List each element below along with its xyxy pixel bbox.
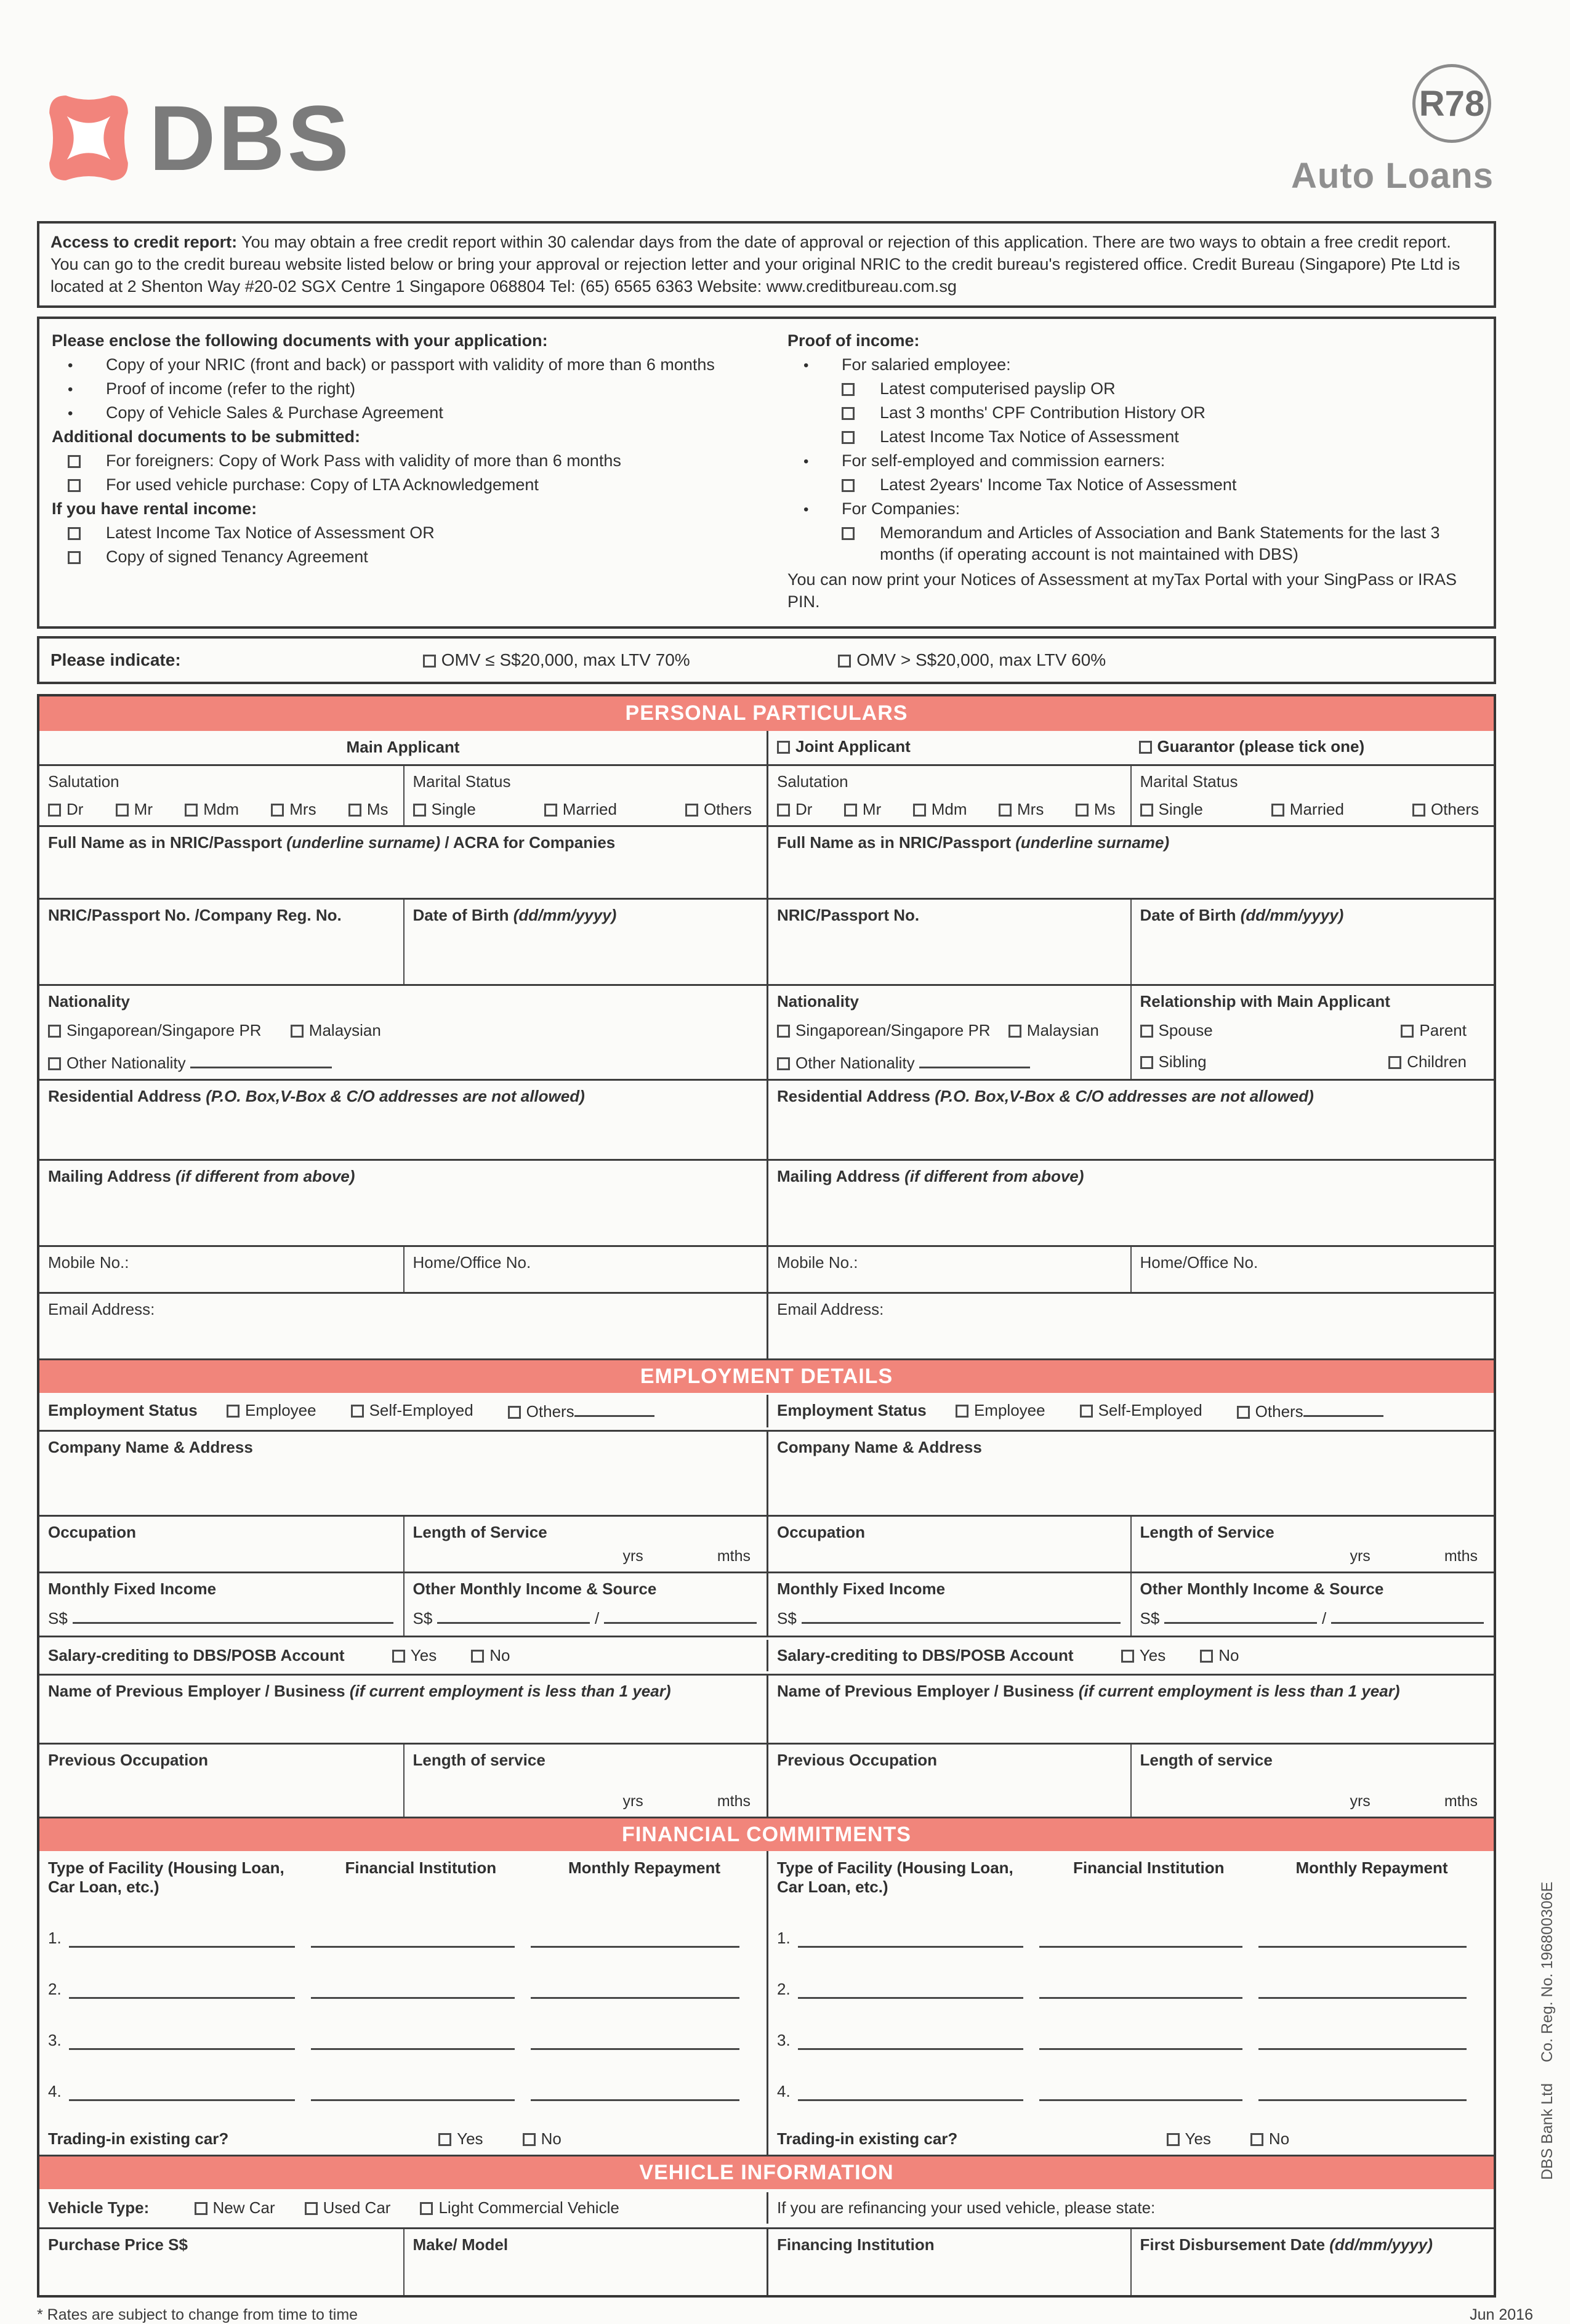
vehicle-type-row: [39, 2189, 1494, 2227]
monthly-income-input[interactable]: [802, 1608, 1121, 1624]
financial-institution-header: Financial Institution: [1073, 1858, 1225, 1877]
guarantor-option[interactable]: Guarantor (please tick one): [1130, 731, 1494, 764]
nationality-other[interactable]: Other Nationality: [777, 1054, 915, 1072]
company-joint[interactable]: Company Name & Address: [767, 1432, 1494, 1515]
facility-input[interactable]: [798, 2085, 1023, 2101]
checkbox[interactable]: [956, 1405, 968, 1418]
repayment-input[interactable]: [531, 1932, 739, 1948]
list-item: Latest 2years' Income Tax Notice of Assessment: [787, 474, 1481, 496]
rates-footnote: * Rates are subject to change from time to time: [37, 2306, 358, 2323]
main-applicant-header: Main Applicant: [346, 738, 460, 757]
repayment-input[interactable]: [1258, 2085, 1467, 2101]
checkbox[interactable]: [68, 527, 81, 540]
facility-input[interactable]: [69, 2034, 295, 2050]
checkbox[interactable]: [1250, 2133, 1263, 2146]
list-item: • For Companies:: [787, 498, 1481, 520]
repayment-input[interactable]: [531, 1983, 739, 1999]
commitment-row-4: 4.: [48, 2082, 758, 2101]
status-self-employed[interactable]: Self-Employed: [1080, 1401, 1202, 1421]
commitment-row-1: 1.: [48, 1929, 758, 1948]
other-income-main: Other Monthly Income & Source S$ /: [403, 1573, 767, 1636]
relationship-sibling[interactable]: Sibling: [1140, 1052, 1207, 1071]
facility-input[interactable]: [69, 2085, 295, 2101]
monthly-income-main: Monthly Fixed Income S$: [39, 1573, 403, 1636]
trading-no[interactable]: No: [523, 2129, 562, 2148]
mobile-joint[interactable]: Mobile No.:: [767, 1247, 1130, 1292]
checkbox[interactable]: [423, 655, 436, 668]
facility-input[interactable]: [798, 1983, 1023, 1999]
checkbox[interactable]: [185, 804, 198, 817]
other-nationality-input[interactable]: [190, 1052, 332, 1068]
nationality-my[interactable]: Malaysian: [1008, 1021, 1099, 1039]
form-date: Jun 2016: [1470, 2306, 1533, 2323]
list-item: Latest computerised payslip OR: [787, 378, 1481, 400]
nric-main[interactable]: NRIC/Passport No. /Company Reg. No.: [48, 905, 342, 924]
previous-occupation-joint[interactable]: Previous Occupation: [767, 1745, 1130, 1817]
bank-reg-no: Co. Reg. No. 196800306E: [1539, 1881, 1556, 2062]
marital-others[interactable]: Others: [685, 800, 752, 819]
list-item: Latest Income Tax Notice of Assessment: [787, 426, 1481, 448]
status-employee[interactable]: Employee: [956, 1401, 1045, 1421]
checkbox[interactable]: [1237, 1406, 1250, 1419]
salary-crediting-row: [39, 1636, 1494, 1674]
occupation-joint[interactable]: Occupation: [767, 1517, 1130, 1572]
other-nationality-input[interactable]: [919, 1052, 1030, 1068]
salary-yes[interactable]: Yes: [392, 1646, 437, 1665]
list-item: Copy of signed Tenancy Agreement: [52, 546, 767, 568]
list-item: • Copy of Vehicle Sales & Purchase Agreement: [52, 402, 767, 424]
purchase-price-cell[interactable]: Purchase Price S$: [48, 2235, 188, 2254]
checkbox[interactable]: [838, 655, 851, 668]
full-name-main[interactable]: Full Name as in NRIC/Passport (underline surname) / ACRA for Companies: [48, 833, 616, 852]
marital-single[interactable]: Single: [413, 800, 476, 819]
trading-yes[interactable]: Yes: [438, 2129, 483, 2148]
bullet-icon: [52, 402, 106, 424]
checkbox[interactable]: [68, 455, 81, 468]
status-others[interactable]: Others: [1237, 1401, 1383, 1421]
checkbox[interactable]: [842, 383, 855, 396]
checkbox[interactable]: [1401, 1025, 1414, 1038]
monthly-repayment-header: Monthly Repayment: [1295, 1858, 1448, 1877]
other-income-source-input[interactable]: [604, 1608, 757, 1624]
institution-input[interactable]: [311, 2034, 515, 2050]
other-income-input[interactable]: [437, 1608, 590, 1624]
list-item: Last 3 months' CPF Contribution History OR: [787, 402, 1481, 424]
employment-status-joint: Employment Status Employee Self-Employed Others: [767, 1395, 1494, 1427]
institution-input[interactable]: [311, 2085, 515, 2101]
checkbox[interactable]: [1139, 741, 1152, 754]
financial-commitments-joint: [767, 1851, 1494, 2155]
nationality-sg[interactable]: Singaporean/Singapore PR: [48, 1021, 262, 1039]
trading-in-row: Trading-in existing car? Yes No: [777, 2129, 1290, 2148]
checkbox[interactable]: [842, 431, 855, 444]
company-main[interactable]: Company Name & Address: [48, 1437, 253, 1456]
credit-notice-body: You may obtain a free credit report within 30 calendar days from the date of approval or rejection of this application. There are two ways to obtain a free credit report. You can go to the credit bureau website listed below or bring your approval or rejection letter and your original NRIC to the credit bureau's registered office. Credit Bureau (Singapore) Pte Ltd is located at 2 Shenton Way #20-02 SGX Centre 1 Singapore 068804 Tel: (65) 6565 6363 Website: www.creditbureau.com.sg: [50, 233, 1460, 296]
commitment-row-3: 3.: [48, 2031, 758, 2050]
home-office-joint[interactable]: Home/Office No.: [1130, 1247, 1494, 1292]
full-name-row: [39, 825, 1494, 898]
checkbox[interactable]: [777, 741, 790, 754]
mailing-address-main[interactable]: Mailing Address (if different from above): [48, 1166, 355, 1185]
previous-employer-main[interactable]: Name of Previous Employer / Business (if current employment is less than 1 year): [48, 1681, 671, 1700]
omv-option-ltv70[interactable]: OMV ≤ S$20,000, max LTV 70%: [423, 650, 839, 670]
checkbox[interactable]: [1140, 804, 1153, 817]
application-form-table: [37, 694, 1496, 2298]
salutation-ms[interactable]: Ms: [348, 800, 388, 819]
product-title: Auto Loans: [1291, 156, 1494, 196]
bullet-icon: [52, 378, 106, 400]
salary-no[interactable]: No: [1200, 1646, 1239, 1665]
trading-in-row: Trading-in existing car? Yes No: [48, 2129, 562, 2148]
checkbox[interactable]: [48, 1025, 61, 1038]
credit-notice-lead: Access to credit report:: [50, 233, 238, 251]
residential-address-main[interactable]: Residential Address (P.O. Box,V-Box & C/O addresses are not allowed): [48, 1086, 585, 1105]
checkbox[interactable]: [1080, 1405, 1093, 1418]
applicant-type-header-row: [39, 731, 1494, 764]
facility-type-header: Type of Facility (Housing Loan, Car Loan, etc.): [777, 1858, 1013, 1896]
company-row: [39, 1430, 1494, 1515]
page-footer: [37, 2306, 1533, 2324]
dob-main[interactable]: Date of Birth (dd/mm/yyyy): [403, 900, 767, 984]
checkbox[interactable]: [777, 1057, 790, 1070]
status-self-employed[interactable]: Self-Employed: [351, 1401, 473, 1421]
status-others-input[interactable]: [1303, 1401, 1383, 1417]
checkbox[interactable]: [471, 1650, 484, 1663]
portal-note: You can now print your Notices of Assessment at myTax Portal with your SingPass or IRAS PIN.: [787, 570, 1457, 611]
list-item: For foreigners: Copy of Work Pass with validity of more than 6 months: [52, 450, 767, 472]
financial-commitments-main: [39, 1851, 767, 2155]
previous-occupation-main[interactable]: Previous Occupation: [48, 1750, 209, 1769]
list-item: • Proof of income (refer to the right): [52, 378, 767, 400]
facility-input[interactable]: [798, 1932, 1023, 1948]
checkbox[interactable]: [1008, 1025, 1021, 1038]
checkbox[interactable]: [1271, 804, 1284, 817]
commitment-row-3: 3.: [777, 2031, 1485, 2050]
checkbox[interactable]: [1388, 1056, 1401, 1069]
nationality-other[interactable]: Other Nationality: [48, 1054, 186, 1072]
repayment-input[interactable]: [531, 2034, 739, 2050]
bullet-icon: [787, 354, 842, 376]
checkbox[interactable]: [1140, 1025, 1153, 1038]
form-header: [37, 0, 1496, 219]
checkbox[interactable]: [1121, 1650, 1134, 1663]
r78-stamp-text: R78: [1419, 83, 1485, 124]
salutation-joint: Salutation Dr Mr Mdm Mrs Ms: [767, 766, 1130, 825]
list-item: Memorandum and Articles of Association and Bank Statements for the last 3 months (if operating account is not maintained with DBS): [787, 522, 1481, 565]
r78-stamp: [1412, 64, 1491, 143]
list-item: Latest Income Tax Notice of Assessment OR: [52, 522, 767, 544]
monthly-repayment-header: Monthly Repayment: [568, 1858, 721, 1877]
financial-commitments-body: [39, 1851, 1494, 2155]
list-item: For used vehicle purchase: Copy of LTA Acknowledgement: [52, 474, 767, 496]
salutation-marital-row: [39, 764, 1494, 825]
required-documents-panel: [37, 317, 1496, 629]
nationality-joint: Nationality Singaporean/Singapore PR Malaysian Other Nationality: [767, 986, 1130, 1079]
relationship-spouse[interactable]: Spouse: [1140, 1021, 1213, 1040]
status-employee[interactable]: Employee: [227, 1401, 316, 1421]
marital-married[interactable]: Married: [1271, 800, 1344, 819]
documents-left-column: [52, 329, 767, 613]
other-income-input[interactable]: [1164, 1608, 1317, 1624]
employment-status-main: Employment Status Employee Self-Employed Others: [39, 1395, 767, 1427]
email-row: [39, 1292, 1494, 1358]
employment-status-row: [39, 1393, 1494, 1430]
enclose-title: Please enclose the following documents with your application:: [52, 331, 548, 350]
checkbox[interactable]: [195, 2202, 207, 2215]
relationship-cell: Relationship with Main Applicant Spouse Parent Sibling Children: [1130, 986, 1494, 1079]
joint-applicant-option[interactable]: Joint Applicant: [767, 731, 1130, 764]
marital-married[interactable]: Married: [544, 800, 617, 819]
vehicle-type-cell: Vehicle Type: New Car Used Car Light Commercial Vehicle: [48, 2198, 619, 2217]
employment-details-banner: EMPLOYMENT DETAILS: [39, 1358, 1494, 1393]
salary-yes[interactable]: Yes: [1121, 1646, 1165, 1665]
length-of-service-joint[interactable]: Length of Service yrs mths: [1130, 1517, 1494, 1572]
refinance-note: If you are refinancing your used vehicle, please state:: [777, 2198, 1156, 2217]
nationality-main: Nationality Singaporean/Singapore PR Malaysian Other Nationality: [48, 991, 381, 1072]
bank-entity: DBS Bank Ltd: [1539, 2083, 1556, 2180]
previous-employer-joint[interactable]: Name of Previous Employer / Business (if current employment is less than 1 year): [767, 1676, 1494, 1743]
salutation-mr[interactable]: Mr: [844, 800, 881, 819]
status-others-input[interactable]: [574, 1401, 654, 1417]
checkbox[interactable]: [348, 804, 361, 817]
checkbox[interactable]: [1200, 1650, 1213, 1663]
dob-joint[interactable]: Date of Birth (dd/mm/yyyy): [1130, 900, 1494, 984]
checkbox[interactable]: [48, 804, 61, 817]
other-income-source-input[interactable]: [1331, 1608, 1484, 1624]
nric-joint[interactable]: NRIC/Passport No.: [767, 900, 1130, 984]
indicate-label: Please indicate:: [50, 650, 181, 669]
vehicle-new-car[interactable]: New Car: [195, 2198, 275, 2217]
previous-length-main[interactable]: Length of service yrs mths: [403, 1745, 767, 1817]
institution-input[interactable]: [1039, 2085, 1243, 2101]
email-joint[interactable]: Email Address:: [767, 1294, 1494, 1358]
dbs-logo-text: DBS: [149, 86, 352, 190]
marital-status-joint: Marital Status Single Married Others: [1130, 766, 1494, 825]
list-item: • Copy of your NRIC (front and back) or passport with validity of more than 6 months: [52, 354, 767, 376]
refinance-note-cell: [767, 2192, 1494, 2224]
salutation-mdm[interactable]: Mdm: [185, 800, 239, 819]
first-disbursement-cell[interactable]: First Disbursement Date (dd/mm/yyyy): [1130, 2229, 1494, 2295]
checkbox[interactable]: [48, 1057, 61, 1070]
marital-status-main: Marital Status Single Married Others: [403, 766, 767, 825]
salary-crediting-joint: Salary-crediting to DBS/POSB Account Yes No: [767, 1640, 1494, 1671]
make-model-cell[interactable]: Make/ Model: [403, 2229, 767, 2295]
salutation-mr[interactable]: Mr: [116, 800, 153, 819]
relationship-parent[interactable]: Parent: [1401, 1021, 1467, 1040]
financial-commitments-banner: FINANCIAL COMMITMENTS: [39, 1817, 1494, 1851]
checkbox[interactable]: [544, 804, 557, 817]
residential-address-joint[interactable]: Residential Address (P.O. Box,V-Box & C/O addresses are not allowed): [767, 1081, 1494, 1159]
nationality-sg[interactable]: Singaporean/Singapore PR: [777, 1021, 991, 1039]
repayment-input[interactable]: [1258, 2034, 1467, 2050]
relationship-children[interactable]: Children: [1388, 1052, 1467, 1071]
checkbox[interactable]: [68, 551, 81, 564]
nationality-row: [39, 984, 1494, 1079]
salutation-mdm[interactable]: Mdm: [913, 800, 967, 819]
checkbox[interactable]: [227, 1405, 240, 1418]
additional-docs-title: Additional documents to be submitted:: [52, 427, 360, 446]
previous-employer-row: [39, 1674, 1494, 1743]
occupation-row: [39, 1515, 1494, 1572]
checkbox[interactable]: [913, 804, 926, 817]
salutation-mrs[interactable]: Mrs: [999, 800, 1044, 819]
checkbox[interactable]: [842, 407, 855, 420]
facility-type-header: Type of Facility (Housing Loan, Car Loan, etc.): [48, 1858, 284, 1896]
institution-input[interactable]: [311, 1932, 515, 1948]
income-row: [39, 1572, 1494, 1636]
checkbox[interactable]: [305, 2202, 318, 2215]
financing-institution-cell[interactable]: Financing Institution: [767, 2229, 1130, 2295]
checkbox[interactable]: [1412, 804, 1425, 817]
checkbox[interactable]: [438, 2133, 451, 2146]
checkbox[interactable]: [999, 804, 1012, 817]
trading-yes[interactable]: Yes: [1167, 2129, 1211, 2148]
monthly-income-input[interactable]: [73, 1608, 393, 1624]
bullet-icon: [52, 354, 106, 376]
marital-single[interactable]: Single: [1140, 800, 1203, 819]
documents-right-column: [767, 329, 1481, 613]
marital-others[interactable]: Others: [1412, 800, 1479, 819]
checkbox[interactable]: [842, 527, 855, 540]
omv-option-ltv60[interactable]: OMV > S$20,000, max LTV 60%: [838, 650, 1483, 670]
repayment-input[interactable]: [1258, 1983, 1467, 1999]
length-of-service-main[interactable]: Length of Service yrs mths: [403, 1517, 767, 1572]
salutation-dr[interactable]: Dr: [777, 800, 812, 819]
salutation-mrs[interactable]: Mrs: [271, 800, 316, 819]
salutation-ms[interactable]: Ms: [1076, 800, 1116, 819]
rental-income-title: If you have rental income:: [52, 499, 257, 518]
dbs-logo-icon: [37, 86, 140, 190]
bullet-icon: [787, 450, 842, 472]
checkbox[interactable]: [844, 804, 857, 817]
repayment-input[interactable]: [531, 2085, 739, 2101]
checkbox[interactable]: [392, 1650, 405, 1663]
repayment-input[interactable]: [1258, 1932, 1467, 1948]
checkbox[interactable]: [420, 2202, 433, 2215]
list-item: • For salaried employee:: [787, 354, 1481, 376]
omv-indicate-row: [37, 636, 1496, 684]
credit-report-notice: [37, 221, 1496, 308]
phone-row: [39, 1245, 1494, 1292]
facility-input[interactable]: [69, 1983, 295, 1999]
home-office-main[interactable]: Home/Office No.: [403, 1247, 767, 1292]
list-item: • For self-employed and commission earners:: [787, 450, 1481, 472]
salutation-dr[interactable]: Dr: [48, 800, 83, 819]
checkbox[interactable]: [351, 1405, 364, 1418]
checkbox[interactable]: [271, 804, 284, 817]
institution-input[interactable]: [1039, 1932, 1243, 1948]
checkbox[interactable]: [777, 804, 790, 817]
checkbox[interactable]: [68, 479, 81, 492]
previous-length-joint[interactable]: Length of service yrs mths: [1130, 1745, 1494, 1817]
bullet-icon: [787, 498, 842, 520]
nric-dob-row: [39, 898, 1494, 984]
status-others[interactable]: Others: [508, 1401, 654, 1421]
checkbox[interactable]: [1167, 2133, 1180, 2146]
checkbox[interactable]: [777, 1025, 790, 1038]
checkbox[interactable]: [523, 2133, 536, 2146]
mailing-address-row: [39, 1159, 1494, 1245]
dbs-logo: [37, 86, 352, 190]
bank-registration-sidebar: [1539, 1773, 1556, 2180]
commitment-row-1: 1.: [777, 1929, 1485, 1948]
checkbox[interactable]: [685, 804, 698, 817]
other-income-joint: Other Monthly Income & Source S$ /: [1130, 1573, 1494, 1636]
institution-input[interactable]: [1039, 2034, 1243, 2050]
trading-no[interactable]: No: [1250, 2129, 1289, 2148]
vehicle-details-row: [39, 2227, 1494, 2295]
salutation-main: Salutation Dr Mr Mdm Mrs Ms: [48, 772, 388, 818]
vehicle-used-car[interactable]: Used Car: [305, 2198, 391, 2217]
monthly-income-joint: Monthly Fixed Income S$: [767, 1573, 1130, 1636]
facility-input[interactable]: [798, 2034, 1023, 2050]
checkbox[interactable]: [508, 1406, 521, 1419]
facility-input[interactable]: [69, 1932, 295, 1948]
financial-institution-header: Financial Institution: [345, 1858, 497, 1877]
commitment-row-2: 2.: [777, 1980, 1485, 1999]
salary-crediting-main: Salary-crediting to DBS/POSB Account Yes No: [48, 1645, 510, 1664]
checkbox[interactable]: [116, 804, 129, 817]
mobile-main[interactable]: Mobile No.:: [48, 1253, 129, 1272]
proof-of-income-title: Proof of income:: [787, 331, 920, 350]
full-name-joint[interactable]: Full Name as in NRIC/Passport (underline surname): [767, 827, 1494, 898]
checkbox[interactable]: [842, 479, 855, 492]
vehicle-light-commercial[interactable]: Light Commercial Vehicle: [420, 2198, 619, 2217]
occupation-main[interactable]: Occupation: [48, 1522, 137, 1541]
previous-occupation-row: [39, 1743, 1494, 1817]
commitment-row-2: 2.: [48, 1980, 758, 1999]
checkbox[interactable]: [1140, 1056, 1153, 1069]
nationality-my[interactable]: Malaysian: [291, 1021, 381, 1039]
email-main[interactable]: Email Address:: [48, 1299, 155, 1318]
vehicle-information-banner: VEHICLE INFORMATION: [39, 2155, 1494, 2189]
institution-input[interactable]: [311, 1983, 515, 1999]
institution-input[interactable]: [1039, 1983, 1243, 1999]
checkbox[interactable]: [413, 804, 426, 817]
mailing-address-joint[interactable]: Mailing Address (if different from above): [767, 1161, 1494, 1245]
residential-address-row: [39, 1079, 1494, 1159]
commitment-row-4: 4.: [777, 2082, 1485, 2101]
salary-no[interactable]: No: [471, 1646, 510, 1665]
checkbox[interactable]: [1076, 804, 1089, 817]
checkbox[interactable]: [291, 1025, 304, 1038]
personal-particulars-banner: PERSONAL PARTICULARS: [39, 696, 1494, 731]
